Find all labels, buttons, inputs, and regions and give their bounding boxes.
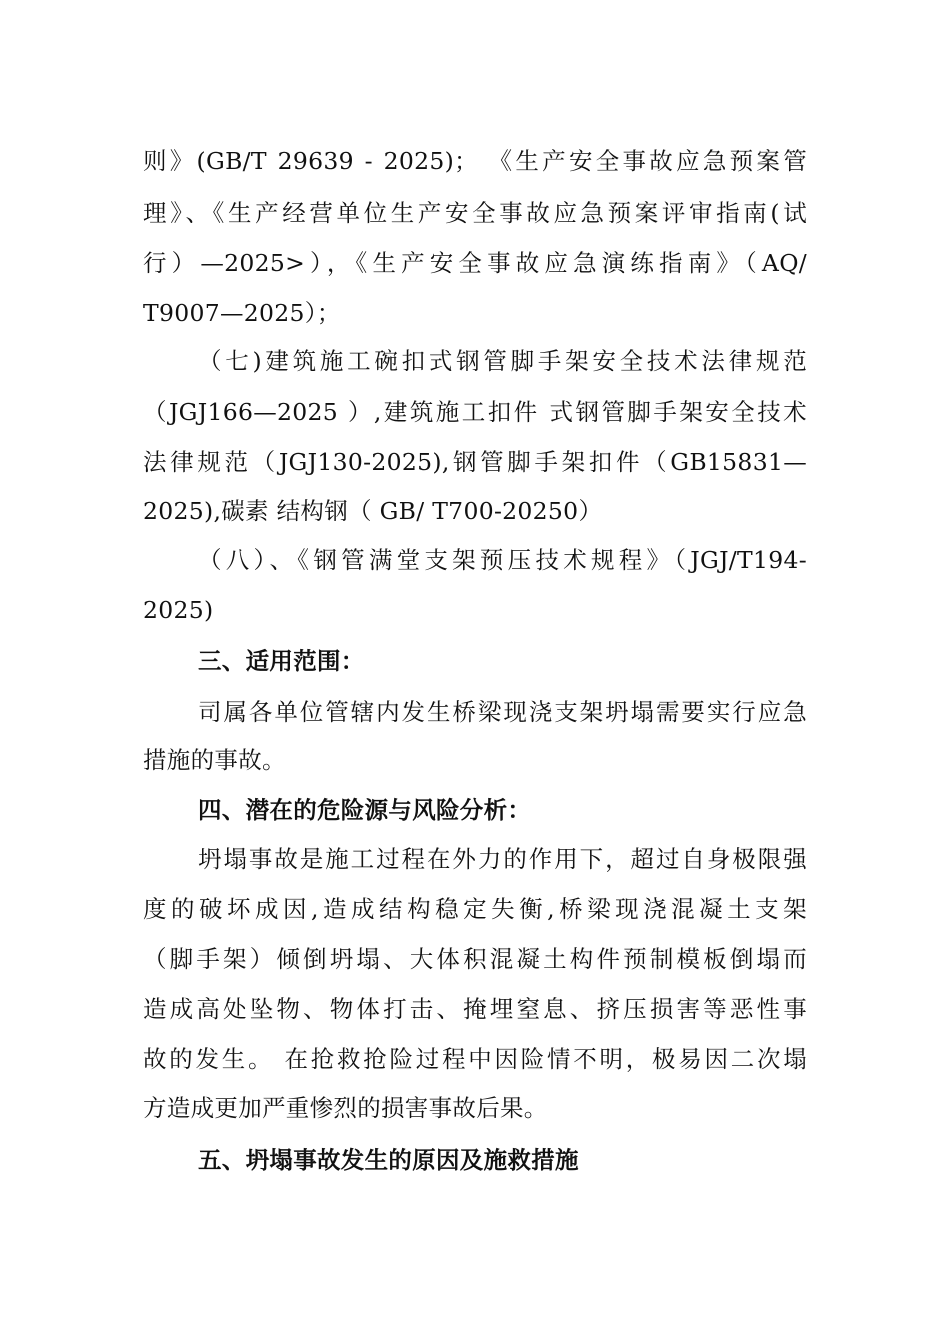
body-text-line: 造成高处坠物、物体打击、掩埋窒息、挤压损害等恶性事 — [143, 995, 807, 1023]
body-text-line: 故的发生。 在抢救抢险过程中因险情不明，极易因二次塌 — [143, 1045, 807, 1073]
body-text-line: （八）、《钢管满堂支架预压技术规程》（JGJ/T194- — [198, 546, 807, 574]
body-text-line: 度的破坏成因,造成结构稳定失衡,桥梁现浇混凝土支架 — [143, 895, 807, 923]
body-text-line: 措施的事故。 — [143, 746, 286, 774]
body-text-line: 2025) — [143, 596, 214, 624]
body-text-line: 坍塌事故是施工过程在外力的作用下，超过自身极限强 — [198, 845, 807, 873]
section-heading: 四、潜在的危险源与风险分析： — [198, 796, 532, 824]
body-text-line: （七)建筑施工碗扣式钢管脚手架安全技术法律规范 — [198, 347, 807, 375]
body-text-line: 法律规范（JGJ130-2025),钢管脚手架扣件（GB15831— — [143, 448, 807, 476]
body-text-line: （JGJ166—2025 ）,建筑施工扣件 式钢管脚手架安全技术 — [143, 398, 807, 426]
body-text-line: 2025),碳素 结构钢（ GB/ T700-20250） — [143, 497, 603, 525]
section-heading: 三、适用范围： — [198, 647, 365, 675]
body-text-line: 行）—2025>），《生产安全事故应急演练指南》（AQ/ — [143, 249, 807, 277]
body-text-line: 理》、《生产经营单位生产安全事故应急预案评审指南(试 — [143, 199, 807, 227]
body-text-line: 则》(GB/T 29639 - 2025)； 《生产安全事故应急预案管 — [143, 147, 807, 175]
body-text-line: 方造成更加严重惨烈的损害事故后果。 — [143, 1094, 548, 1122]
body-text-line: （脚手架）倾倒坍塌、大体积混凝土构件预制模板倒塌而 — [143, 945, 807, 973]
body-text-line: T9007—2025）； — [143, 299, 341, 327]
body-text-line: 司属各单位管辖内发生桥梁现浇支架坍塌需要实行应急 — [198, 698, 807, 726]
section-heading: 五、坍塌事故发生的原因及施救措施 — [198, 1146, 579, 1174]
